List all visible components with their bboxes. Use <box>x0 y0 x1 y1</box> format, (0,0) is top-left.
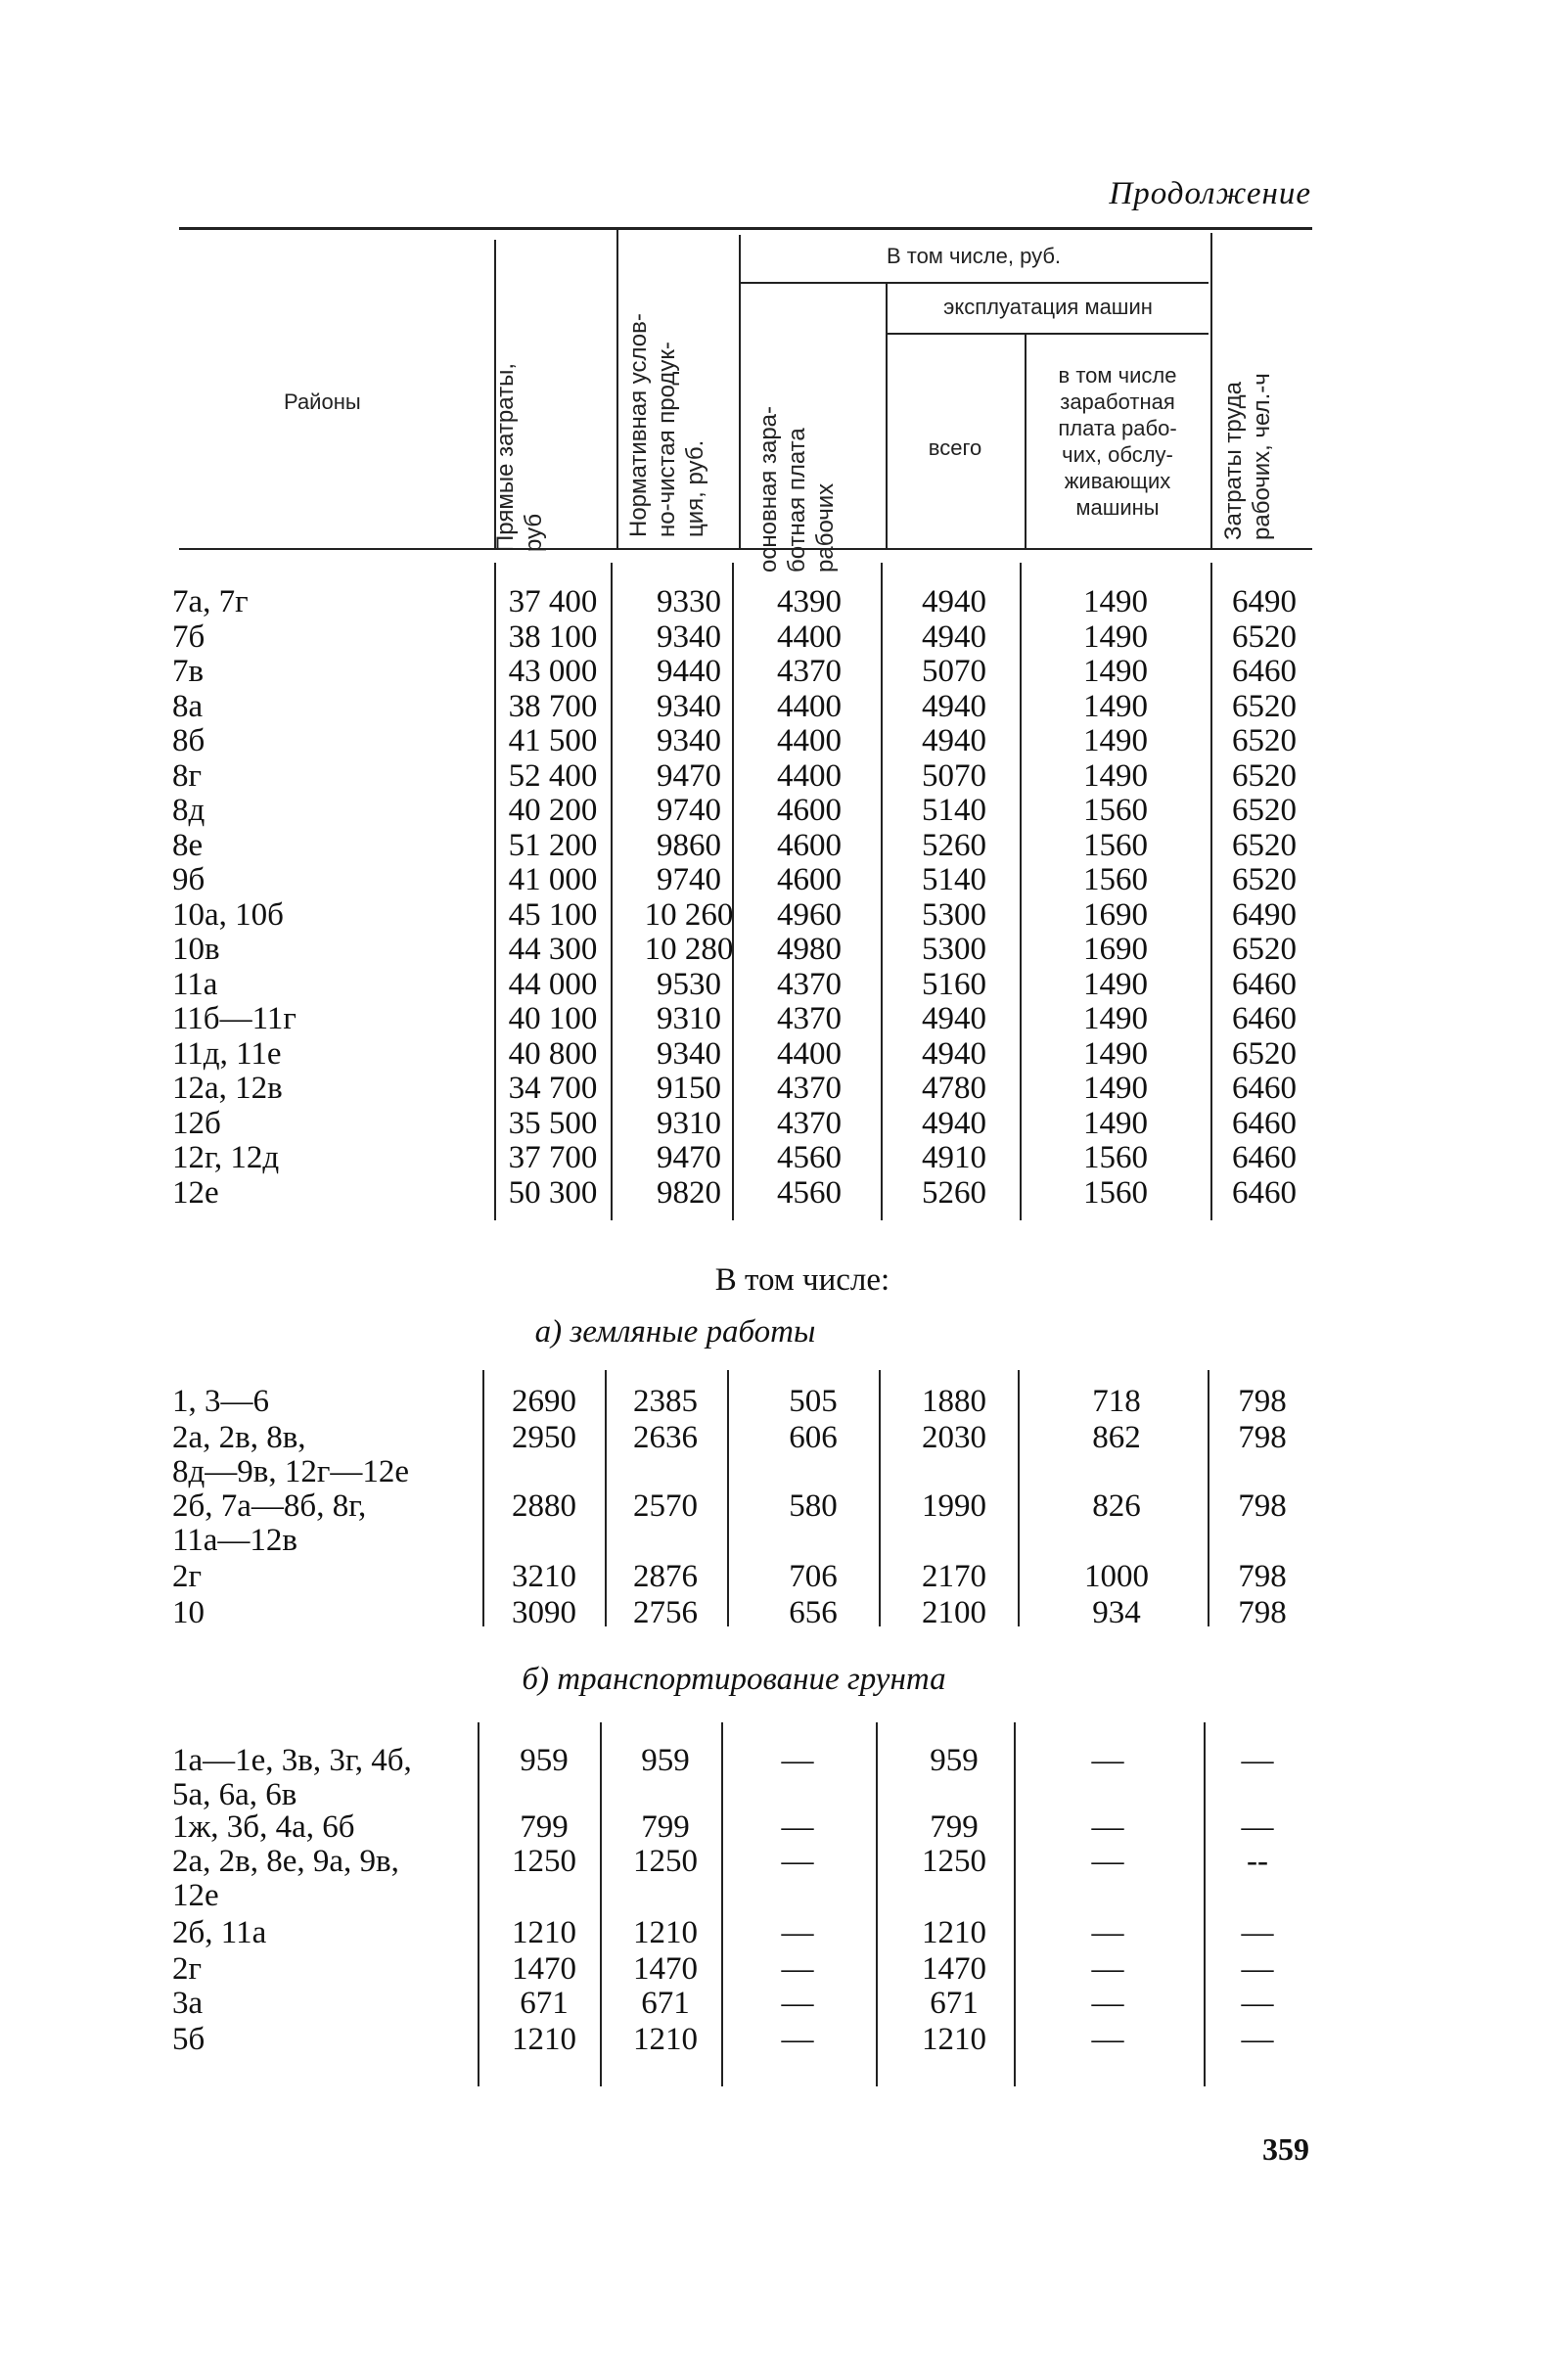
cell-machine-wage: 1490 <box>1083 966 1148 1002</box>
cell-normative: 9150 <box>657 1071 721 1106</box>
cell-base-wage: 656 <box>789 1595 838 1630</box>
cell-total: 5140 <box>922 793 986 828</box>
cell-direct: 41 000 <box>508 862 598 897</box>
cell-labor: — <box>1241 1951 1274 1987</box>
section2-title: а) земляные работы <box>534 1314 816 1350</box>
cell-normative: 9330 <box>657 584 721 619</box>
cell-total: 5260 <box>922 1174 986 1211</box>
col-header-direct: Прямые затраты, руб <box>492 363 547 552</box>
body-vline <box>879 1370 881 1626</box>
cell-machine-wage: 1490 <box>1083 757 1148 794</box>
cell-machine-wage: 1560 <box>1083 1174 1148 1211</box>
body-vline <box>482 1370 484 1626</box>
cell-total: 2170 <box>922 1559 986 1594</box>
cell-machine-wage: 1560 <box>1083 827 1148 863</box>
cell-normative: 1210 <box>633 2022 698 2057</box>
machines-group-rule <box>886 333 1209 335</box>
cell-total: 4940 <box>922 584 986 619</box>
row-region: 12г, 12д <box>172 1140 280 1175</box>
cell-total: 5070 <box>922 654 986 689</box>
continuation-label: Продолжение <box>1109 176 1311 211</box>
col-header-base-wage: основная зара- ботная плата рабочих <box>755 405 839 572</box>
cell-normative: 1250 <box>633 1844 698 1879</box>
body-vline <box>478 1722 479 2086</box>
cell-total: 4940 <box>922 723 986 758</box>
cell-base-wage: — <box>781 1951 814 1987</box>
cell-direct: 44 000 <box>508 966 598 1002</box>
cell-normative: 2756 <box>633 1595 698 1630</box>
row-region: 11д, 11е <box>172 1035 282 1072</box>
cell-normative: 9470 <box>657 757 721 794</box>
cell-normative: 799 <box>641 1809 690 1845</box>
cell-machine-wage: — <box>1091 2022 1124 2057</box>
body-vline <box>1018 1370 1020 1626</box>
cell-direct: 37 700 <box>508 1140 598 1175</box>
cell-base-wage: — <box>781 1743 814 1778</box>
cell-total: 1210 <box>922 2022 986 2057</box>
cell-labor: — <box>1241 2022 1274 2057</box>
cell-machine-wage: 1560 <box>1083 862 1148 897</box>
cell-machine-wage: — <box>1091 1951 1124 1987</box>
cell-direct: 1210 <box>512 1915 576 1950</box>
cell-machine-wage: 1490 <box>1083 584 1148 619</box>
body-vline <box>1014 1722 1016 2086</box>
cell-normative: 2385 <box>633 1384 698 1419</box>
cell-total: 959 <box>930 1743 979 1778</box>
cell-direct: 2690 <box>512 1384 576 1419</box>
cell-labor: — <box>1241 1743 1274 1778</box>
cell-labor: 6520 <box>1232 793 1297 828</box>
cell-direct: 44 300 <box>508 932 598 967</box>
cell-base-wage: 4370 <box>777 1105 842 1141</box>
row-region: 11а <box>172 966 218 1002</box>
cell-machine-wage: 1560 <box>1083 793 1148 828</box>
header-vline <box>616 230 618 548</box>
row-region: 2а, 2в, 8е, 9а, 9в, 12е <box>172 1844 399 1913</box>
cell-machine-wage: — <box>1091 1809 1124 1845</box>
cell-direct: 38 700 <box>508 688 598 724</box>
header-vline <box>1210 233 1212 548</box>
cell-direct: 35 500 <box>508 1105 598 1141</box>
cell-machine-wage: 1490 <box>1083 654 1148 689</box>
cell-total: 799 <box>930 1809 979 1845</box>
cell-labor: -- <box>1247 1844 1268 1879</box>
body-vline <box>727 1370 729 1626</box>
cell-machine-wage: — <box>1091 1915 1124 1950</box>
cell-total: 1250 <box>922 1844 986 1879</box>
cell-machine-wage: 826 <box>1092 1488 1141 1524</box>
cell-direct: 3090 <box>512 1595 576 1630</box>
cell-normative: 9860 <box>657 827 721 863</box>
page-number: 359 <box>1262 2131 1309 2167</box>
row-region: 8б <box>172 723 205 758</box>
cell-normative: 9340 <box>657 1035 721 1072</box>
cell-direct: 3210 <box>512 1559 576 1594</box>
cell-base-wage: 4370 <box>777 1001 842 1036</box>
row-region: 1а—1е, 3в, 3г, 4б, 5а, 6а, 6в <box>172 1743 412 1812</box>
cell-total: 1470 <box>922 1951 986 1987</box>
cell-direct: 40 100 <box>508 1001 598 1036</box>
cell-direct: 671 <box>520 1986 569 2021</box>
cell-labor: 6460 <box>1232 654 1297 689</box>
body-vline <box>1020 563 1022 1220</box>
cell-direct: 38 100 <box>508 618 598 655</box>
cell-labor: 798 <box>1238 1595 1287 1630</box>
row-region: 2б, 7а—8б, 8г, 11а—12в <box>172 1488 367 1558</box>
body-vline <box>876 1722 878 2086</box>
cell-machine-wage: — <box>1091 1844 1124 1879</box>
cell-base-wage: 505 <box>789 1384 838 1419</box>
cell-base-wage: 4370 <box>777 654 842 689</box>
cell-direct: 799 <box>520 1809 569 1845</box>
header-vline <box>886 284 888 548</box>
cell-machine-wage: 1490 <box>1083 618 1148 655</box>
cell-base-wage: — <box>781 1986 814 2021</box>
header-vline <box>739 235 741 548</box>
cell-base-wage: 4600 <box>777 827 842 863</box>
cell-direct: 40 800 <box>508 1035 598 1072</box>
cell-total: 2030 <box>922 1420 986 1455</box>
cell-base-wage: 4560 <box>777 1174 842 1211</box>
row-region: 5б <box>172 2022 205 2057</box>
cell-base-wage: — <box>781 1915 814 1950</box>
row-region: 10 <box>172 1595 205 1630</box>
cell-base-wage: 4960 <box>777 896 842 933</box>
cell-total: 1210 <box>922 1915 986 1950</box>
cell-normative: 10 260 <box>644 896 734 933</box>
cell-base-wage: 606 <box>789 1420 838 1455</box>
cell-normative: 9440 <box>657 654 721 689</box>
cell-machine-wage: 1690 <box>1083 896 1148 933</box>
cell-direct: 34 700 <box>508 1071 598 1106</box>
cell-total: 5300 <box>922 896 986 933</box>
cell-total: 4780 <box>922 1071 986 1106</box>
cell-base-wage: 706 <box>789 1559 838 1594</box>
row-region: 2а, 2в, 8в, 8д—9в, 12г—12е <box>172 1420 410 1489</box>
cell-direct: 50 300 <box>508 1174 598 1211</box>
cell-normative: 2636 <box>633 1420 698 1455</box>
col-header-incl: В том числе, руб. <box>886 244 1062 268</box>
cell-normative: 9310 <box>657 1105 721 1141</box>
cell-machine-wage: 1560 <box>1083 1140 1148 1175</box>
cell-machine-wage: 1000 <box>1084 1559 1149 1594</box>
cell-normative: 9340 <box>657 618 721 655</box>
cell-direct: 43 000 <box>508 654 598 689</box>
col-header-normative: Нормативная услов- но-чистая продук- ция, руб. <box>625 313 708 537</box>
cell-machine-wage: 862 <box>1092 1420 1141 1455</box>
cell-labor: 6460 <box>1232 1105 1297 1141</box>
cell-machine-wage: 1490 <box>1083 1105 1148 1141</box>
col-header-labor: Затраты труда рабочих, чел.-ч <box>1220 373 1275 540</box>
row-region: 8д <box>172 793 205 828</box>
row-region: 12а, 12в <box>172 1071 283 1106</box>
cell-labor: 6460 <box>1232 1140 1297 1175</box>
cell-direct: 40 200 <box>508 793 598 828</box>
row-region: 2г <box>172 1951 203 1987</box>
row-region: 1ж, 3б, 4а, 6б <box>172 1809 355 1845</box>
cell-machine-wage: — <box>1091 1743 1124 1778</box>
cell-labor: 798 <box>1238 1488 1287 1524</box>
cell-direct: 37 400 <box>508 584 598 619</box>
cell-total: 2100 <box>922 1595 986 1630</box>
cell-base-wage: 4370 <box>777 1071 842 1106</box>
incl-group-rule <box>739 282 1209 284</box>
cell-machine-wage: 1490 <box>1083 723 1148 758</box>
cell-normative: 1470 <box>633 1951 698 1987</box>
cell-machine-wage: — <box>1091 1986 1124 2021</box>
cell-labor: 6520 <box>1232 827 1297 863</box>
cell-labor: 6520 <box>1232 723 1297 758</box>
row-region: 12б <box>172 1105 221 1141</box>
row-region: 12е <box>172 1174 219 1211</box>
cell-base-wage: 4600 <box>777 862 842 897</box>
cell-total: 4940 <box>922 1001 986 1036</box>
cell-total: 5300 <box>922 932 986 967</box>
cell-direct: 1250 <box>512 1844 576 1879</box>
col-header-machine-wage: в том числе заработная плата рабо- чих, обслу- живающих машины <box>1058 363 1177 520</box>
row-region: 2г <box>172 1559 203 1594</box>
cell-normative: 9740 <box>657 793 721 828</box>
cell-normative: 9340 <box>657 688 721 724</box>
table-top-rule <box>179 227 1312 230</box>
row-region: 2б, 11а <box>172 1915 267 1950</box>
cell-normative: 10 280 <box>644 932 734 967</box>
cell-normative: 671 <box>641 1986 690 2021</box>
row-region: 7б <box>172 618 205 655</box>
cell-direct: 1470 <box>512 1951 576 1987</box>
cell-direct: 52 400 <box>508 757 598 794</box>
row-region: 10а, 10б <box>172 896 284 933</box>
body-vline <box>881 563 883 1220</box>
cell-direct: 2950 <box>512 1420 576 1455</box>
cell-normative: 9820 <box>657 1174 721 1211</box>
cell-base-wage: 4400 <box>777 723 842 758</box>
cell-normative: 1210 <box>633 1915 698 1950</box>
cell-total: 4940 <box>922 688 986 724</box>
cell-base-wage: 4400 <box>777 757 842 794</box>
cell-labor: 6460 <box>1232 1001 1297 1036</box>
cell-normative: 959 <box>641 1743 690 1778</box>
cell-total: 1990 <box>922 1488 986 1524</box>
cell-labor: 6520 <box>1232 862 1297 897</box>
cell-base-wage: 4390 <box>777 584 842 619</box>
row-region: 8а <box>172 688 204 724</box>
cell-machine-wage: 934 <box>1092 1595 1141 1630</box>
cell-total: 5160 <box>922 966 986 1002</box>
row-region: 1, 3—6 <box>172 1384 269 1419</box>
cell-labor: 6460 <box>1232 966 1297 1002</box>
cell-base-wage: 4370 <box>777 966 842 1002</box>
cell-direct: 959 <box>520 1743 569 1778</box>
cell-labor: — <box>1241 1915 1274 1950</box>
cell-total: 671 <box>930 1986 979 2021</box>
cell-labor: 6490 <box>1232 896 1297 933</box>
section3-title: б) транспортирование грунта <box>522 1662 946 1697</box>
cell-normative: 2570 <box>633 1488 698 1524</box>
cell-labor: 798 <box>1238 1420 1287 1455</box>
incl-caption: В том числе: <box>714 1262 890 1298</box>
cell-labor: — <box>1241 1809 1274 1845</box>
cell-machine-wage: 1490 <box>1083 1001 1148 1036</box>
cell-base-wage: 4600 <box>777 793 842 828</box>
cell-direct: 45 100 <box>508 896 598 933</box>
cell-total: 4940 <box>922 1035 986 1072</box>
cell-labor: 6520 <box>1232 688 1297 724</box>
cell-base-wage: 580 <box>789 1488 838 1524</box>
cell-total: 1880 <box>922 1384 986 1419</box>
cell-normative: 9530 <box>657 966 721 1002</box>
col-header-machines: эксплуатация машин <box>943 295 1153 319</box>
cell-total: 4940 <box>922 1105 986 1141</box>
cell-base-wage: — <box>781 2022 814 2057</box>
row-region: 9б <box>172 862 205 897</box>
cell-labor: 798 <box>1238 1559 1287 1594</box>
row-region: 10в <box>172 932 220 967</box>
row-region: 8е <box>172 827 204 863</box>
col-header-region: Районы <box>284 389 361 414</box>
cell-total: 5260 <box>922 827 986 863</box>
cell-total: 4940 <box>922 618 986 655</box>
cell-direct: 2880 <box>512 1488 576 1524</box>
cell-labor: 6520 <box>1232 932 1297 967</box>
cell-base-wage: — <box>781 1809 814 1845</box>
row-region: 7в <box>172 654 205 689</box>
cell-labor: 798 <box>1238 1384 1287 1419</box>
cell-total: 5070 <box>922 757 986 794</box>
cell-normative: 9470 <box>657 1140 721 1175</box>
cell-base-wage: 4980 <box>777 932 842 967</box>
cell-labor: — <box>1241 1986 1274 2021</box>
cell-base-wage: 4400 <box>777 1035 842 1072</box>
cell-normative: 9740 <box>657 862 721 897</box>
cell-labor: 6460 <box>1232 1174 1297 1211</box>
cell-normative: 2876 <box>633 1559 698 1594</box>
cell-base-wage: 4560 <box>777 1140 842 1175</box>
cell-labor: 6520 <box>1232 618 1297 655</box>
cell-direct: 41 500 <box>508 723 598 758</box>
cell-base-wage: — <box>781 1844 814 1879</box>
cell-machine-wage: 1490 <box>1083 1071 1148 1106</box>
cell-machine-wage: 1490 <box>1083 688 1148 724</box>
cell-machine-wage: 1490 <box>1083 1035 1148 1072</box>
cell-machine-wage: 1690 <box>1083 932 1148 967</box>
row-region: 7а, 7г <box>172 584 249 619</box>
cell-normative: 9340 <box>657 723 721 758</box>
row-region: 11б—11г <box>172 1001 297 1036</box>
cell-labor: 6460 <box>1232 1071 1297 1106</box>
cell-labor: 6490 <box>1232 584 1297 619</box>
col-header-total: всего <box>928 435 982 460</box>
cell-base-wage: 4400 <box>777 688 842 724</box>
cell-direct: 51 200 <box>508 827 598 863</box>
cell-normative: 9310 <box>657 1001 721 1036</box>
row-region: 3а <box>172 1986 204 2021</box>
cell-base-wage: 4400 <box>777 618 842 655</box>
cell-labor: 6520 <box>1232 757 1297 794</box>
cell-total: 4910 <box>922 1140 986 1175</box>
cell-total: 5140 <box>922 862 986 897</box>
row-region: 8г <box>172 757 203 794</box>
cell-labor: 6520 <box>1232 1035 1297 1072</box>
header-bottom-rule <box>179 548 1312 550</box>
cell-direct: 1210 <box>512 2022 576 2057</box>
cell-machine-wage: 718 <box>1092 1384 1141 1419</box>
